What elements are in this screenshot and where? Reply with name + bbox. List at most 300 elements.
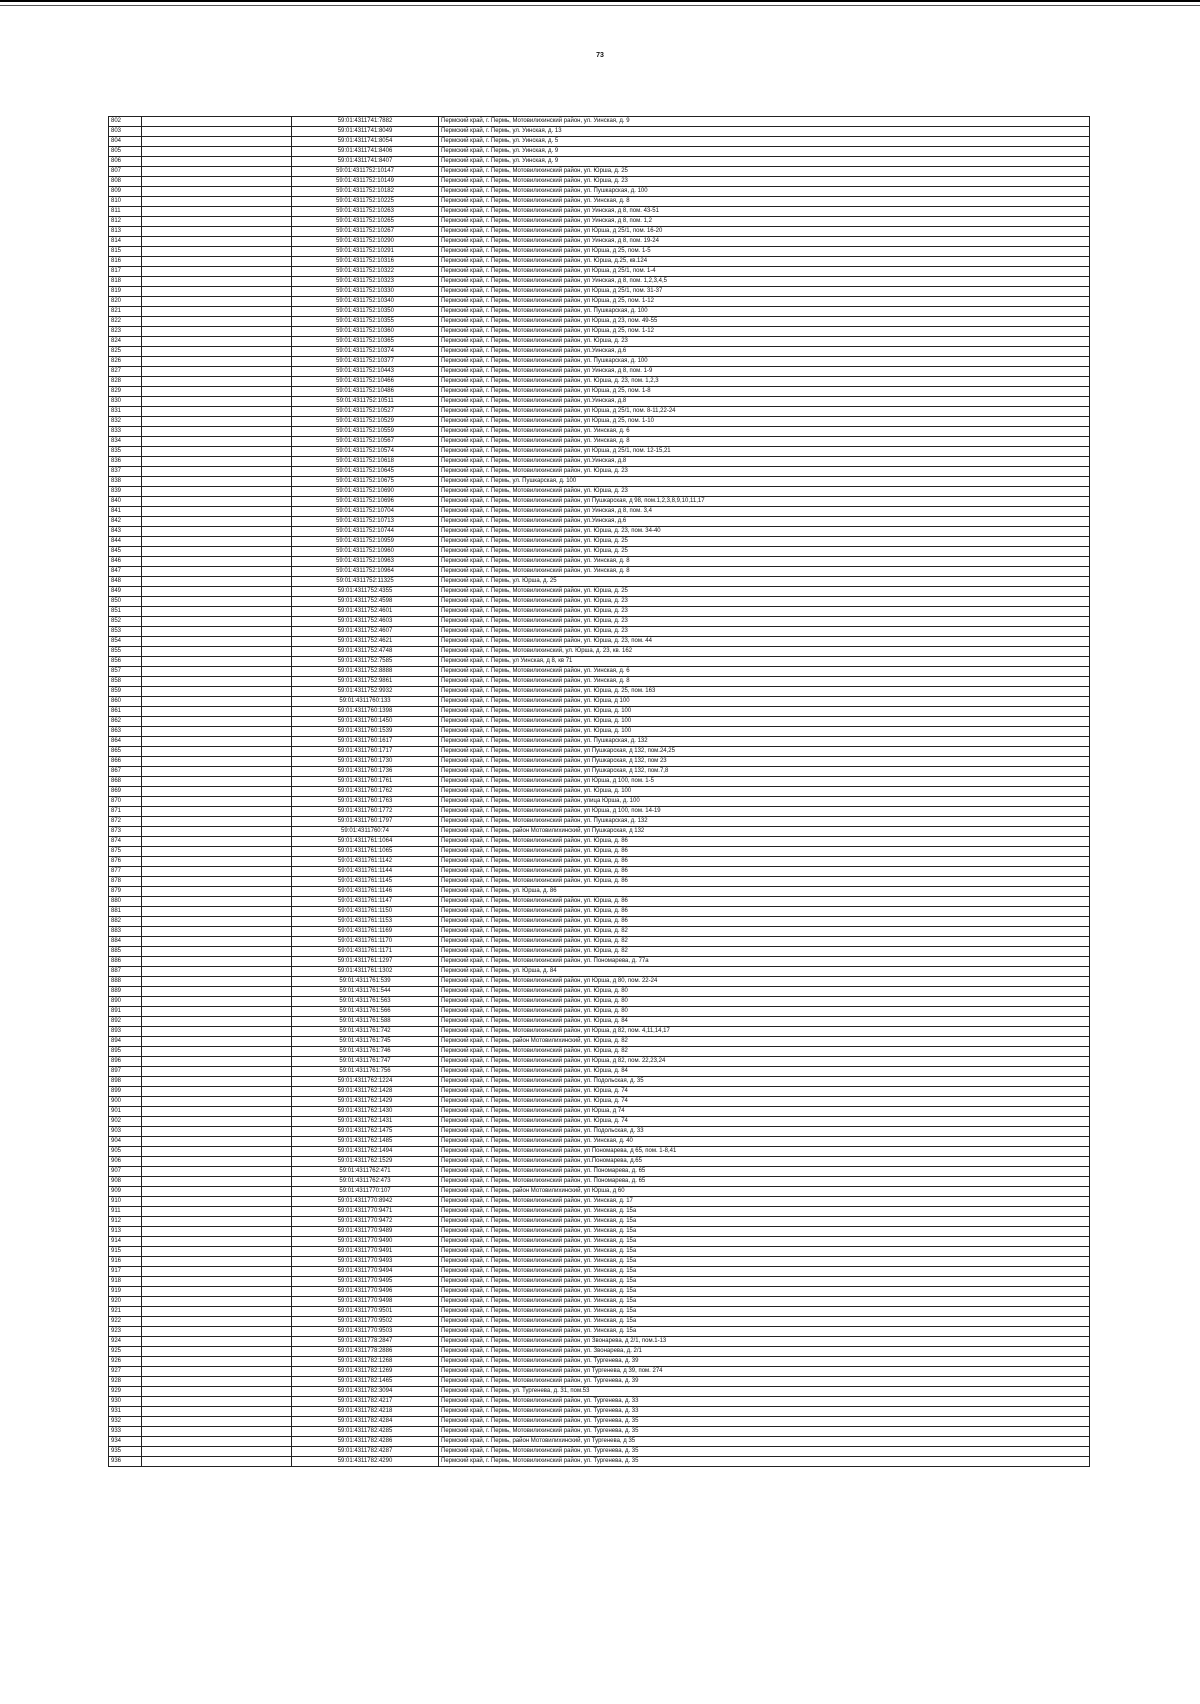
address-cell: Пермский край, г. Пермь, Мотовилихинский район, ул. Уинская, д. 15а bbox=[439, 1297, 1090, 1307]
cadastral-number-cell: 59:01:4311761:1170 bbox=[292, 937, 439, 947]
blank-cell bbox=[142, 1247, 292, 1257]
row-number-cell: 896 bbox=[109, 1057, 142, 1067]
row-number-cell: 850 bbox=[109, 597, 142, 607]
blank-cell bbox=[142, 487, 292, 497]
row-number-cell: 925 bbox=[109, 1347, 142, 1357]
address-cell: Пермский край, г. Пермь, район Мотовилихинский, ул Юрша, д 60 bbox=[439, 1187, 1090, 1197]
blank-cell bbox=[142, 377, 292, 387]
table-row bbox=[109, 277, 1090, 287]
cadastral-number-cell: 59:01:4311760:1772 bbox=[292, 807, 439, 817]
blank-cell bbox=[142, 127, 292, 137]
blank-cell bbox=[142, 1157, 292, 1167]
row-number-cell: 802 bbox=[109, 117, 142, 127]
cadastral-number-cell: 59:01:4311752:10225 bbox=[292, 197, 439, 207]
row-number-cell: 826 bbox=[109, 357, 142, 367]
table-row bbox=[109, 157, 1090, 167]
cadastral-number-cell: 59:01:4311770:9498 bbox=[292, 1297, 439, 1307]
table-row bbox=[109, 1127, 1090, 1137]
table-row bbox=[109, 717, 1090, 727]
cadastral-number-cell: 59:01:4311761:1169 bbox=[292, 927, 439, 937]
address-cell: Пермский край, г. Пермь, Мотовилихинский район, ул. Уинская, д. 15а bbox=[439, 1277, 1090, 1287]
address-cell: Пермский край, г. Пермь, Мотовилихинский район, ул. Уинская, д. 17 bbox=[439, 1197, 1090, 1207]
table-row bbox=[109, 1307, 1090, 1317]
cadastral-number-cell: 59:01:4311752:10149 bbox=[292, 177, 439, 187]
address-cell: Пермский край, г. Пермь, Мотовилихинский район, ул. Юрша, д. 86 bbox=[439, 857, 1090, 867]
blank-cell bbox=[142, 547, 292, 557]
blank-cell bbox=[142, 587, 292, 597]
row-number-cell: 870 bbox=[109, 797, 142, 807]
row-number-cell: 813 bbox=[109, 227, 142, 237]
cadastral-number-cell: 59:01:4311762:471 bbox=[292, 1167, 439, 1177]
blank-cell bbox=[142, 157, 292, 167]
table-row bbox=[109, 487, 1090, 497]
cadastral-number-cell: 59:01:4311741:8049 bbox=[292, 127, 439, 137]
cadastral-number-cell: 59:01:4311752:10704 bbox=[292, 507, 439, 517]
cadastral-number-cell: 59:01:4311770:9493 bbox=[292, 1257, 439, 1267]
row-number-cell: 894 bbox=[109, 1037, 142, 1047]
table-row bbox=[109, 257, 1090, 267]
address-cell: Пермский край, г. Пермь, Мотовилихинский район, ул Уинская, д 8, пом. 1,2,3,4,5 bbox=[439, 277, 1090, 287]
address-cell: Пермский край, г. Пермь, Мотовилихинский район, ул. Юрша, д. 82 bbox=[439, 927, 1090, 937]
address-cell: Пермский край, г. Пермь, Мотовилихинский район, ул. Подольская, д. 35 bbox=[439, 1077, 1090, 1087]
table-row bbox=[109, 217, 1090, 227]
address-cell: Пермский край, г. Пермь, Мотовилихинский район, ул Уинская, д 8, пом. 1-9 bbox=[439, 367, 1090, 377]
table-row bbox=[109, 297, 1090, 307]
table-row bbox=[109, 1297, 1090, 1307]
table-row bbox=[109, 467, 1090, 477]
blank-cell bbox=[142, 227, 292, 237]
address-cell: Пермский край, г. Пермь, Мотовилихинский район, ул. Юрша, д. 23, пом. 44 bbox=[439, 637, 1090, 647]
row-number-cell: 879 bbox=[109, 887, 142, 897]
cadastral-number-cell: 59:01:4311752:10696 bbox=[292, 497, 439, 507]
cadastral-number-cell: 59:01:4311762:1224 bbox=[292, 1077, 439, 1087]
row-number-cell: 859 bbox=[109, 687, 142, 697]
cadastral-number-cell: 59:01:4311752:10340 bbox=[292, 297, 439, 307]
table-row bbox=[109, 507, 1090, 517]
address-cell: Пермский край, г. Пермь, Мотовилихинский район, ул. Юрша, д. 84 bbox=[439, 1067, 1090, 1077]
blank-cell bbox=[142, 467, 292, 477]
table-row bbox=[109, 237, 1090, 247]
blank-cell bbox=[142, 1357, 292, 1367]
blank-cell bbox=[142, 1457, 292, 1467]
address-cell: Пермский край, г. Пермь, ул Уинская, д 8, кв 71 bbox=[439, 657, 1090, 667]
blank-cell bbox=[142, 1387, 292, 1397]
blank-cell bbox=[142, 1337, 292, 1347]
table-row bbox=[109, 1217, 1090, 1227]
cadastral-number-cell: 59:01:4311761:1297 bbox=[292, 957, 439, 967]
blank-cell bbox=[142, 337, 292, 347]
row-number-cell: 867 bbox=[109, 767, 142, 777]
blank-cell bbox=[142, 1267, 292, 1277]
row-number-cell: 860 bbox=[109, 697, 142, 707]
table-row bbox=[109, 287, 1090, 297]
address-cell: Пермский край, г. Пермь, Мотовилихинский район, ул. Тургенева, д. 33 bbox=[439, 1397, 1090, 1407]
address-cell: Пермский край, г. Пермь, Мотовилихинский район, ул Юрша, д 100, пом. 14-19 bbox=[439, 807, 1090, 817]
cadastral-number-cell: 59:01:4311752:10443 bbox=[292, 367, 439, 377]
cadastral-number-cell: 59:01:4311761:1302 bbox=[292, 967, 439, 977]
address-cell: Пермский край, г. Пермь, ул. Уинская, д. 9 bbox=[439, 157, 1090, 167]
row-number-cell: 878 bbox=[109, 877, 142, 887]
row-number-cell: 918 bbox=[109, 1277, 142, 1287]
cadastral-number-cell: 59:01:4311770:9491 bbox=[292, 1247, 439, 1257]
blank-cell bbox=[142, 867, 292, 877]
blank-cell bbox=[142, 197, 292, 207]
cadastral-number-cell: 59:01:4311760:1762 bbox=[292, 787, 439, 797]
cadastral-number-cell: 59:01:4311752:10316 bbox=[292, 257, 439, 267]
row-number-cell: 910 bbox=[109, 1197, 142, 1207]
table-row bbox=[109, 1257, 1090, 1267]
table-row bbox=[109, 1407, 1090, 1417]
address-cell: Пермский край, г. Пермь, Мотовилихинский район, ул. Уинская, д. 15а bbox=[439, 1307, 1090, 1317]
cadastral-number-cell: 59:01:4311741:7882 bbox=[292, 117, 439, 127]
blank-cell bbox=[142, 437, 292, 447]
cadastral-number-cell: 59:01:4311770:9503 bbox=[292, 1327, 439, 1337]
blank-cell bbox=[142, 167, 292, 177]
address-cell: Пермский край, г. Пермь, Мотовилихинский район, ул Юрша, д 100, пом. 1-5 bbox=[439, 777, 1090, 787]
cadastral-number-cell: 59:01:4311782:4290 bbox=[292, 1457, 439, 1467]
address-cell: Пермский край, г. Пермь, Мотовилихинский район, ул. Пушкарская, д. 132 bbox=[439, 737, 1090, 747]
table-row bbox=[109, 867, 1090, 877]
table-row bbox=[109, 1247, 1090, 1257]
cadastral-number-cell: 59:01:4311752:10713 bbox=[292, 517, 439, 527]
table-row bbox=[109, 397, 1090, 407]
blank-cell bbox=[142, 1087, 292, 1097]
blank-cell bbox=[142, 327, 292, 337]
address-cell: Пермский край, г. Пермь, район Мотовилихинский, ул Пушкарская, д 132 bbox=[439, 827, 1090, 837]
blank-cell bbox=[142, 147, 292, 157]
row-number-cell: 919 bbox=[109, 1287, 142, 1297]
cadastral-number-cell: 59:01:4311782:4287 bbox=[292, 1447, 439, 1457]
row-number-cell: 865 bbox=[109, 747, 142, 757]
address-cell: Пермский край, г. Пермь, Мотовилихинский район, ул Юрша, д 25/1, пом. 16-20 bbox=[439, 227, 1090, 237]
cadastral-number-cell: 59:01:4311770:9490 bbox=[292, 1237, 439, 1247]
blank-cell bbox=[142, 417, 292, 427]
blank-cell bbox=[142, 627, 292, 637]
cadastral-number-cell: 59:01:4311782:4285 bbox=[292, 1427, 439, 1437]
cadastral-number-cell: 59:01:4311762:1475 bbox=[292, 1127, 439, 1137]
cadastral-number-cell: 59:01:4311770:9495 bbox=[292, 1277, 439, 1287]
address-cell: Пермский край, г. Пермь, Мотовилихинский район, ул. Юрша, д. 80 bbox=[439, 1007, 1090, 1017]
table-row bbox=[109, 1037, 1090, 1047]
table-row bbox=[109, 1417, 1090, 1427]
address-cell: Пермский край, г. Пермь, Мотовилихинский район, ул.Уинская, д.8 bbox=[439, 457, 1090, 467]
cadastral-number-cell: 59:01:4311778:2886 bbox=[292, 1347, 439, 1357]
cadastral-number-cell: 59:01:4311782:3094 bbox=[292, 1387, 439, 1397]
address-cell: Пермский край, г. Пермь, Мотовилихинский район, ул Юрша, д 82, пом. 4,11,14,17 bbox=[439, 1027, 1090, 1037]
address-cell: Пермский край, г. Пермь, Мотовилихинский район, ул. Юрша, д. 25 bbox=[439, 547, 1090, 557]
blank-cell bbox=[142, 1237, 292, 1247]
blank-cell bbox=[142, 1097, 292, 1107]
address-cell: Пермский край, г. Пермь, Мотовилихинский район, ул. Тургенева, д. 35 bbox=[439, 1417, 1090, 1427]
blank-cell bbox=[142, 767, 292, 777]
address-cell: Пермский край, г. Пермь, Мотовилихинский район, ул. Тургенева, д. 39 bbox=[439, 1377, 1090, 1387]
cadastral-number-cell: 59:01:4311752:7585 bbox=[292, 657, 439, 667]
table-row bbox=[109, 797, 1090, 807]
table-row bbox=[109, 1337, 1090, 1347]
row-number-cell: 889 bbox=[109, 987, 142, 997]
address-cell: Пермский край, г. Пермь, ул. Уинская, д. 9 bbox=[439, 147, 1090, 157]
blank-cell bbox=[142, 877, 292, 887]
table-row bbox=[109, 1357, 1090, 1367]
blank-cell bbox=[142, 657, 292, 667]
row-number-cell: 911 bbox=[109, 1207, 142, 1217]
address-cell: Пермский край, г. Пермь, Мотовилихинский район, ул Юрша, д 82, пом. 22,23,24 bbox=[439, 1057, 1090, 1067]
cadastral-number-cell: 59:01:4311760:1797 bbox=[292, 817, 439, 827]
blank-cell bbox=[142, 1017, 292, 1027]
table-row bbox=[109, 1087, 1090, 1097]
row-number-cell: 893 bbox=[109, 1027, 142, 1037]
cadastral-number-cell: 59:01:4311752:10263 bbox=[292, 207, 439, 217]
row-number-cell: 895 bbox=[109, 1047, 142, 1057]
table-row bbox=[109, 987, 1090, 997]
address-cell: Пермский край, г. Пермь, Мотовилихинский район, ул Пушкарская, д 132, пом.7,8 bbox=[439, 767, 1090, 777]
row-number-cell: 909 bbox=[109, 1187, 142, 1197]
table-row bbox=[109, 337, 1090, 347]
address-cell: Пермский край, г. Пермь, Мотовилихинский район, ул. Уинская, д. 40 bbox=[439, 1137, 1090, 1147]
blank-cell bbox=[142, 1057, 292, 1067]
row-number-cell: 838 bbox=[109, 477, 142, 487]
address-cell: Пермский край, г. Пермь, Мотовилихинский район, ул Пушкарская, д 98, пом.1,2,3,8,9,10,11,17 bbox=[439, 497, 1090, 507]
table-row bbox=[109, 177, 1090, 187]
address-cell: Пермский край, г. Пермь, Мотовилихинский район, ул. Юрша, д. 86 bbox=[439, 847, 1090, 857]
table-row bbox=[109, 597, 1090, 607]
cadastral-number-cell: 59:01:4311741:8054 bbox=[292, 137, 439, 147]
cadastral-number-cell: 59:01:4311761:544 bbox=[292, 987, 439, 997]
cadastral-number-cell: 59:01:4311782:1268 bbox=[292, 1357, 439, 1367]
row-number-cell: 890 bbox=[109, 997, 142, 1007]
blank-cell bbox=[142, 727, 292, 737]
address-cell: Пермский край, г. Пермь, Мотовилихинский район, ул.Пономарева, д.65 bbox=[439, 1157, 1090, 1167]
cadastral-number-cell: 59:01:4311770:107 bbox=[292, 1187, 439, 1197]
row-number-cell: 824 bbox=[109, 337, 142, 347]
blank-cell bbox=[142, 1447, 292, 1457]
address-cell: Пермский край, г. Пермь, Мотовилихинский район, ул. Пономарева, д. 65 bbox=[439, 1167, 1090, 1177]
blank-cell bbox=[142, 617, 292, 627]
cadastral-number-cell: 59:01:4311752:10374 bbox=[292, 347, 439, 357]
cadastral-number-cell: 59:01:4311770:9494 bbox=[292, 1267, 439, 1277]
address-cell: Пермский край, г. Пермь, Мотовилихинский район, ул. Уинская, д. 9 bbox=[439, 117, 1090, 127]
table-row bbox=[109, 247, 1090, 257]
row-number-cell: 816 bbox=[109, 257, 142, 267]
cadastral-number-cell: 59:01:4311770:8942 bbox=[292, 1197, 439, 1207]
cadastral-number-cell: 59:01:4311752:10291 bbox=[292, 247, 439, 257]
blank-cell bbox=[142, 537, 292, 547]
table-row bbox=[109, 727, 1090, 737]
address-cell: Пермский край, г. Пермь, Мотовилихинский район, ул. Юрша, д. 23 bbox=[439, 617, 1090, 627]
blank-cell bbox=[142, 387, 292, 397]
cadastral-number-cell: 59:01:4311770:9472 bbox=[292, 1217, 439, 1227]
row-number-cell: 849 bbox=[109, 587, 142, 597]
address-cell: Пермский край, г. Пермь, Мотовилихинский район, ул. Юрша, д. 74 bbox=[439, 1117, 1090, 1127]
cadastral-number-cell: 59:01:4311752:10182 bbox=[292, 187, 439, 197]
row-number-cell: 834 bbox=[109, 437, 142, 447]
cadastral-number-cell: 59:01:4311752:9932 bbox=[292, 687, 439, 697]
address-cell: Пермский край, г. Пермь, Мотовилихинский район, ул. Юрша, д 100 bbox=[439, 697, 1090, 707]
row-number-cell: 806 bbox=[109, 157, 142, 167]
table-row bbox=[109, 1027, 1090, 1037]
blank-cell bbox=[142, 827, 292, 837]
top-border bbox=[0, 0, 1200, 2]
row-number-cell: 804 bbox=[109, 137, 142, 147]
row-number-cell: 823 bbox=[109, 327, 142, 337]
cadastral-number-cell: 59:01:4311761:745 bbox=[292, 1037, 439, 1047]
row-number-cell: 884 bbox=[109, 937, 142, 947]
row-number-cell: 917 bbox=[109, 1267, 142, 1277]
table-row bbox=[109, 527, 1090, 537]
cadastral-number-cell: 59:01:4311752:10330 bbox=[292, 287, 439, 297]
row-number-cell: 846 bbox=[109, 557, 142, 567]
blank-cell bbox=[142, 677, 292, 687]
row-number-cell: 932 bbox=[109, 1417, 142, 1427]
address-cell: Пермский край, г. Пермь, Мотовилихинский район, ул. Уинская, д. 15а bbox=[439, 1217, 1090, 1227]
table-row bbox=[109, 1137, 1090, 1147]
blank-cell bbox=[142, 1317, 292, 1327]
row-number-cell: 840 bbox=[109, 497, 142, 507]
cadastral-number-cell: 59:01:4311752:10527 bbox=[292, 407, 439, 417]
blank-cell bbox=[142, 287, 292, 297]
blank-cell bbox=[142, 1297, 292, 1307]
row-number-cell: 809 bbox=[109, 187, 142, 197]
cadastral-number-cell: 59:01:4311761:1146 bbox=[292, 887, 439, 897]
row-number-cell: 814 bbox=[109, 237, 142, 247]
table-row bbox=[109, 387, 1090, 397]
cadastral-number-cell: 59:01:4311761:1144 bbox=[292, 867, 439, 877]
blank-cell bbox=[142, 1107, 292, 1117]
table-row bbox=[109, 447, 1090, 457]
blank-cell bbox=[142, 667, 292, 677]
address-cell: Пермский край, г. Пермь, Мотовилихинский район, ул. Тургенева, д. 39 bbox=[439, 1357, 1090, 1367]
blank-cell bbox=[142, 1367, 292, 1377]
row-number-cell: 862 bbox=[109, 717, 142, 727]
address-cell: Пермский край, г. Пермь, Мотовилихинский район, ул. Уинская, д. 15а bbox=[439, 1317, 1090, 1327]
row-number-cell: 929 bbox=[109, 1387, 142, 1397]
cadastral-number-cell: 59:01:4311761:742 bbox=[292, 1027, 439, 1037]
cadastral-number-cell: 59:01:4311761:1153 bbox=[292, 917, 439, 927]
address-cell: Пермский край, г. Пермь, Мотовилихинский район, ул. Юрша, д. 23 bbox=[439, 627, 1090, 637]
blank-cell bbox=[142, 307, 292, 317]
blank-cell bbox=[142, 717, 292, 727]
address-cell: Пермский край, г. Пермь, Мотовилихинский район, улица Юрша, д. 100 bbox=[439, 797, 1090, 807]
row-number-cell: 934 bbox=[109, 1437, 142, 1447]
table-row bbox=[109, 147, 1090, 157]
address-cell: Пермский край, г. Пермь, Мотовилихинский район, ул. Уинская, д. 8 bbox=[439, 437, 1090, 447]
address-cell: Пермский край, г. Пермь, Мотовилихинский район, ул. Уинская, д. 6 bbox=[439, 667, 1090, 677]
row-number-cell: 837 bbox=[109, 467, 142, 477]
row-number-cell: 888 bbox=[109, 977, 142, 987]
table-row bbox=[109, 917, 1090, 927]
row-number-cell: 807 bbox=[109, 167, 142, 177]
table-row bbox=[109, 1207, 1090, 1217]
table-row bbox=[109, 547, 1090, 557]
row-number-cell: 863 bbox=[109, 727, 142, 737]
table-row bbox=[109, 417, 1090, 427]
blank-cell bbox=[142, 1257, 292, 1267]
cadastral-number-cell: 59:01:4311752:10959 bbox=[292, 537, 439, 547]
table-row bbox=[109, 977, 1090, 987]
row-number-cell: 921 bbox=[109, 1307, 142, 1317]
blank-cell bbox=[142, 977, 292, 987]
address-cell: Пермский край, г. Пермь, Мотовилихинский район, ул Уинская, д 8, пом. 1,2 bbox=[439, 217, 1090, 227]
table-row bbox=[109, 1157, 1090, 1167]
address-cell: Пермский край, г. Пермь, Мотовилихинский район, ул. Юрша, д. 86 bbox=[439, 907, 1090, 917]
blank-cell bbox=[142, 887, 292, 897]
top-border-secondary bbox=[0, 5, 1200, 6]
row-number-cell: 848 bbox=[109, 577, 142, 587]
blank-cell bbox=[142, 967, 292, 977]
row-number-cell: 830 bbox=[109, 397, 142, 407]
address-cell: Пермский край, г. Пермь, Мотовилихинский район, ул. Юрша, д. 82 bbox=[439, 947, 1090, 957]
row-number-cell: 855 bbox=[109, 647, 142, 657]
row-number-cell: 901 bbox=[109, 1107, 142, 1117]
row-number-cell: 856 bbox=[109, 657, 142, 667]
row-number-cell: 922 bbox=[109, 1317, 142, 1327]
cadastral-number-cell: 59:01:4311752:10960 bbox=[292, 547, 439, 557]
row-number-cell: 874 bbox=[109, 837, 142, 847]
table-row bbox=[109, 347, 1090, 357]
cadastral-number-cell: 59:01:4311752:4598 bbox=[292, 597, 439, 607]
address-cell: Пермский край, г. Пермь, ул. Уинская, д. 5 bbox=[439, 137, 1090, 147]
address-cell: Пермский край, г. Пермь, Мотовилихинский район, ул. Уинская, д. 15а bbox=[439, 1237, 1090, 1247]
address-cell: Пермский край, г. Пермь, Мотовилихинский район, ул Пушкарская, д 132, пом 23 bbox=[439, 757, 1090, 767]
address-cell: Пермский край, г. Пермь, Мотовилихинский район, ул. Уинская, д. 15а bbox=[439, 1327, 1090, 1337]
row-number-cell: 926 bbox=[109, 1357, 142, 1367]
table-row bbox=[109, 767, 1090, 777]
address-cell: Пермский край, г. Пермь, Мотовилихинский район, ул. Уинская, д. 8 bbox=[439, 557, 1090, 567]
table-row bbox=[109, 227, 1090, 237]
row-number-cell: 831 bbox=[109, 407, 142, 417]
row-number-cell: 851 bbox=[109, 607, 142, 617]
row-number-cell: 822 bbox=[109, 317, 142, 327]
address-cell: Пермский край, г. Пермь, Мотовилихинский район, ул. Юрша, д. 100 bbox=[439, 727, 1090, 737]
table-row bbox=[109, 1447, 1090, 1457]
cadastral-number-cell: 59:01:4311752:10267 bbox=[292, 227, 439, 237]
row-number-cell: 844 bbox=[109, 537, 142, 547]
blank-cell bbox=[142, 477, 292, 487]
row-number-cell: 891 bbox=[109, 1007, 142, 1017]
address-cell: Пермский край, г. Пермь, Мотовилихинский район, ул. Юрша, д. 23 bbox=[439, 597, 1090, 607]
row-number-cell: 808 bbox=[109, 177, 142, 187]
table-row bbox=[109, 1077, 1090, 1087]
row-number-cell: 927 bbox=[109, 1367, 142, 1377]
cadastral-number-cell: 59:01:4311770:9489 bbox=[292, 1227, 439, 1237]
cadastral-number-cell: 59:01:4311761:756 bbox=[292, 1067, 439, 1077]
cadastral-number-cell: 59:01:4311761:539 bbox=[292, 977, 439, 987]
cadastral-number-cell: 59:01:4311752:10147 bbox=[292, 167, 439, 177]
registry-table bbox=[108, 116, 1090, 1467]
table-row bbox=[109, 407, 1090, 417]
cadastral-number-cell: 59:01:4311770:9471 bbox=[292, 1207, 439, 1217]
address-cell: Пермский край, г. Пермь, ул. Уинская, д. 13 bbox=[439, 127, 1090, 137]
cadastral-number-cell: 59:01:4311761:563 bbox=[292, 997, 439, 1007]
row-number-cell: 861 bbox=[109, 707, 142, 717]
cadastral-number-cell: 59:01:4311760:1398 bbox=[292, 707, 439, 717]
address-cell: Пермский край, г. Пермь, Мотовилихинский район, ул. Юрша, д. 86 bbox=[439, 917, 1090, 927]
table-row bbox=[109, 777, 1090, 787]
cadastral-number-cell: 59:01:4311752:10322 bbox=[292, 267, 439, 277]
address-cell: Пермский край, г. Пермь, Мотовилихинский район, ул. Тургенева, д. 33 bbox=[439, 1407, 1090, 1417]
address-cell: Пермский край, г. Пермь, Мотовилихинский район, ул. Юрша, д. 23 bbox=[439, 177, 1090, 187]
row-number-cell: 875 bbox=[109, 847, 142, 857]
blank-cell bbox=[142, 1147, 292, 1157]
blank-cell bbox=[142, 237, 292, 247]
blank-cell bbox=[142, 787, 292, 797]
cadastral-number-cell: 59:01:4311761:1064 bbox=[292, 837, 439, 847]
cadastral-number-cell: 59:01:4311760:1450 bbox=[292, 717, 439, 727]
table-row bbox=[109, 1277, 1090, 1287]
address-cell: Пермский край, г. Пермь, район Мотовилихинский, ул. Юрша, д. 82 bbox=[439, 1037, 1090, 1047]
address-cell: Пермский край, г. Пермь, Мотовилихинский район, ул. Юрша, д. 86 bbox=[439, 867, 1090, 877]
blank-cell bbox=[142, 1007, 292, 1017]
